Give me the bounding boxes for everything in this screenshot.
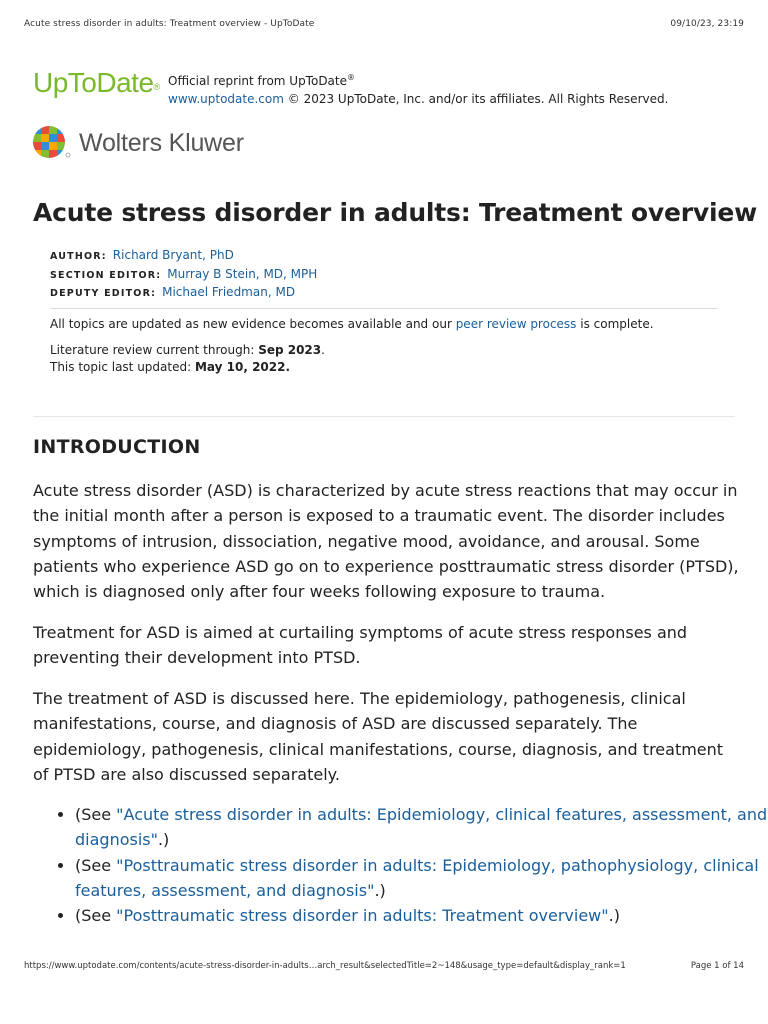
- contributors: [50, 247, 317, 303]
- list-item: [75, 903, 768, 928]
- wolters-kluwer-wordmark: Wolters Kluwer: [79, 128, 244, 157]
- see-suffix: .): [157, 830, 170, 850]
- last-updated-label: This topic last updated:: [50, 360, 195, 374]
- literature-review-date: Sep 2023: [258, 343, 322, 357]
- see-prefix: (See: [75, 906, 117, 926]
- section-divider: [33, 416, 735, 417]
- reprint-line: Official reprint from UpToDate: [168, 74, 347, 88]
- reference-link-asd-epidemiology[interactable]: "Acute stress disorder in adults: Epidemiology, clinical features, assessment, and diagnosis": [75, 805, 768, 850]
- wolters-kluwer-globe-icon: [33, 126, 71, 160]
- divider: [50, 308, 718, 309]
- wolters-kluwer-logo: [33, 126, 244, 160]
- list-item: [75, 802, 768, 853]
- see-also-list: [33, 802, 768, 928]
- intro-paragraph-3: The treatment of ASD is discussed here. The epidemiology, pathogenesis, clinical manifestations, course, and diagnosis of ASD are discussed separately. The epidemiology, pathogenesis, clinical manifestations, course, diagnosis, and treatment of PTSD are also discussed separately.: [33, 689, 724, 784]
- deputy-editor-label: DEPUTY EDITOR:: [50, 288, 157, 299]
- period: .: [321, 343, 325, 357]
- copyright-text: © 2023 UpToDate, Inc. and/or its affiliates. All Rights Reserved.: [283, 92, 669, 106]
- print-header-datetime: 09/10/23, 23:19: [670, 19, 744, 29]
- reprint-registered-mark: ®: [347, 73, 355, 82]
- see-prefix: (See: [75, 805, 117, 824]
- intro-paragraph-1: Acute stress disorder (ASD) is characterized by acute stress reactions that may occur in the initial month after a person is exposed to a traumatic event. The disorder includes symptoms of intrusion, dissociation, negative mood, avoidance, and arousal. Some patients who experience ASD go on to experience posttraumatic stress disorder (PTSD), which is diagnosed only after four weeks following exposure to trauma.: [33, 481, 739, 602]
- intro-paragraph-2: Treatment for ASD is aimed at curtailing symptoms of acute stress responses and preventing their development into PTSD.: [33, 623, 688, 668]
- author-row: [50, 247, 317, 266]
- author-label: AUTHOR:: [50, 251, 107, 262]
- print-header-title: Acute stress disorder in adults: Treatment overview - UpToDate: [24, 19, 315, 29]
- reference-link-ptsd-epidemiology[interactable]: "Posttraumatic stress disorder in adults: Epidemiology, pathophysiology, clinical features, assessment, and diagnosis": [75, 855, 759, 900]
- literature-review-label: Literature review current through:: [50, 343, 259, 357]
- last-updated-row: [50, 359, 325, 376]
- page-title: Acute stress disorder in adults: Treatment overview: [33, 198, 757, 227]
- uptodate-logo[interactable]: [33, 63, 160, 103]
- update-note-suffix: is complete.: [576, 317, 654, 331]
- peer-review-link[interactable]: peer review process: [455, 317, 577, 331]
- list-item: [75, 853, 768, 904]
- section-editor-row: [50, 266, 317, 285]
- update-note: [50, 316, 654, 333]
- review-dates: [50, 342, 325, 376]
- deputy-editor-row: [50, 284, 317, 303]
- literature-review-row: [50, 342, 325, 359]
- reprint-notice: [168, 69, 668, 108]
- see-prefix: (See: [75, 855, 117, 875]
- section-editor-label: SECTION EDITOR:: [50, 269, 162, 281]
- see-suffix: .): [608, 906, 620, 926]
- author-link[interactable]: Richard Bryant, PhD: [112, 248, 234, 262]
- section-editor-link[interactable]: Murray B Stein, MD, MPH: [167, 266, 318, 281]
- print-footer-page: Page 1 of 14: [690, 961, 744, 971]
- uptodate-site-link[interactable]: www.uptodate.com: [168, 92, 284, 106]
- see-suffix: .): [374, 880, 386, 900]
- deputy-editor-link[interactable]: Michael Friedman, MD: [162, 285, 296, 299]
- period: .: [285, 360, 291, 374]
- registered-mark: ®: [153, 82, 160, 92]
- update-note-text: All topics are updated as new evidence becomes available and our: [50, 317, 456, 331]
- print-footer-url: https://www.uptodate.com/contents/acute-stress-disorder-in-adults…arch_result&selectedTitle=2~148&usage_type=default&display_rank=1: [24, 961, 626, 971]
- last-updated-date: May 10, 2022: [194, 360, 286, 374]
- reference-link-ptsd-treatment[interactable]: "Posttraumatic stress disorder in adults: Treatment overview": [116, 906, 609, 926]
- uptodate-logo-text: UpToDate: [33, 67, 154, 98]
- section-heading: INTRODUCTION: [33, 436, 201, 458]
